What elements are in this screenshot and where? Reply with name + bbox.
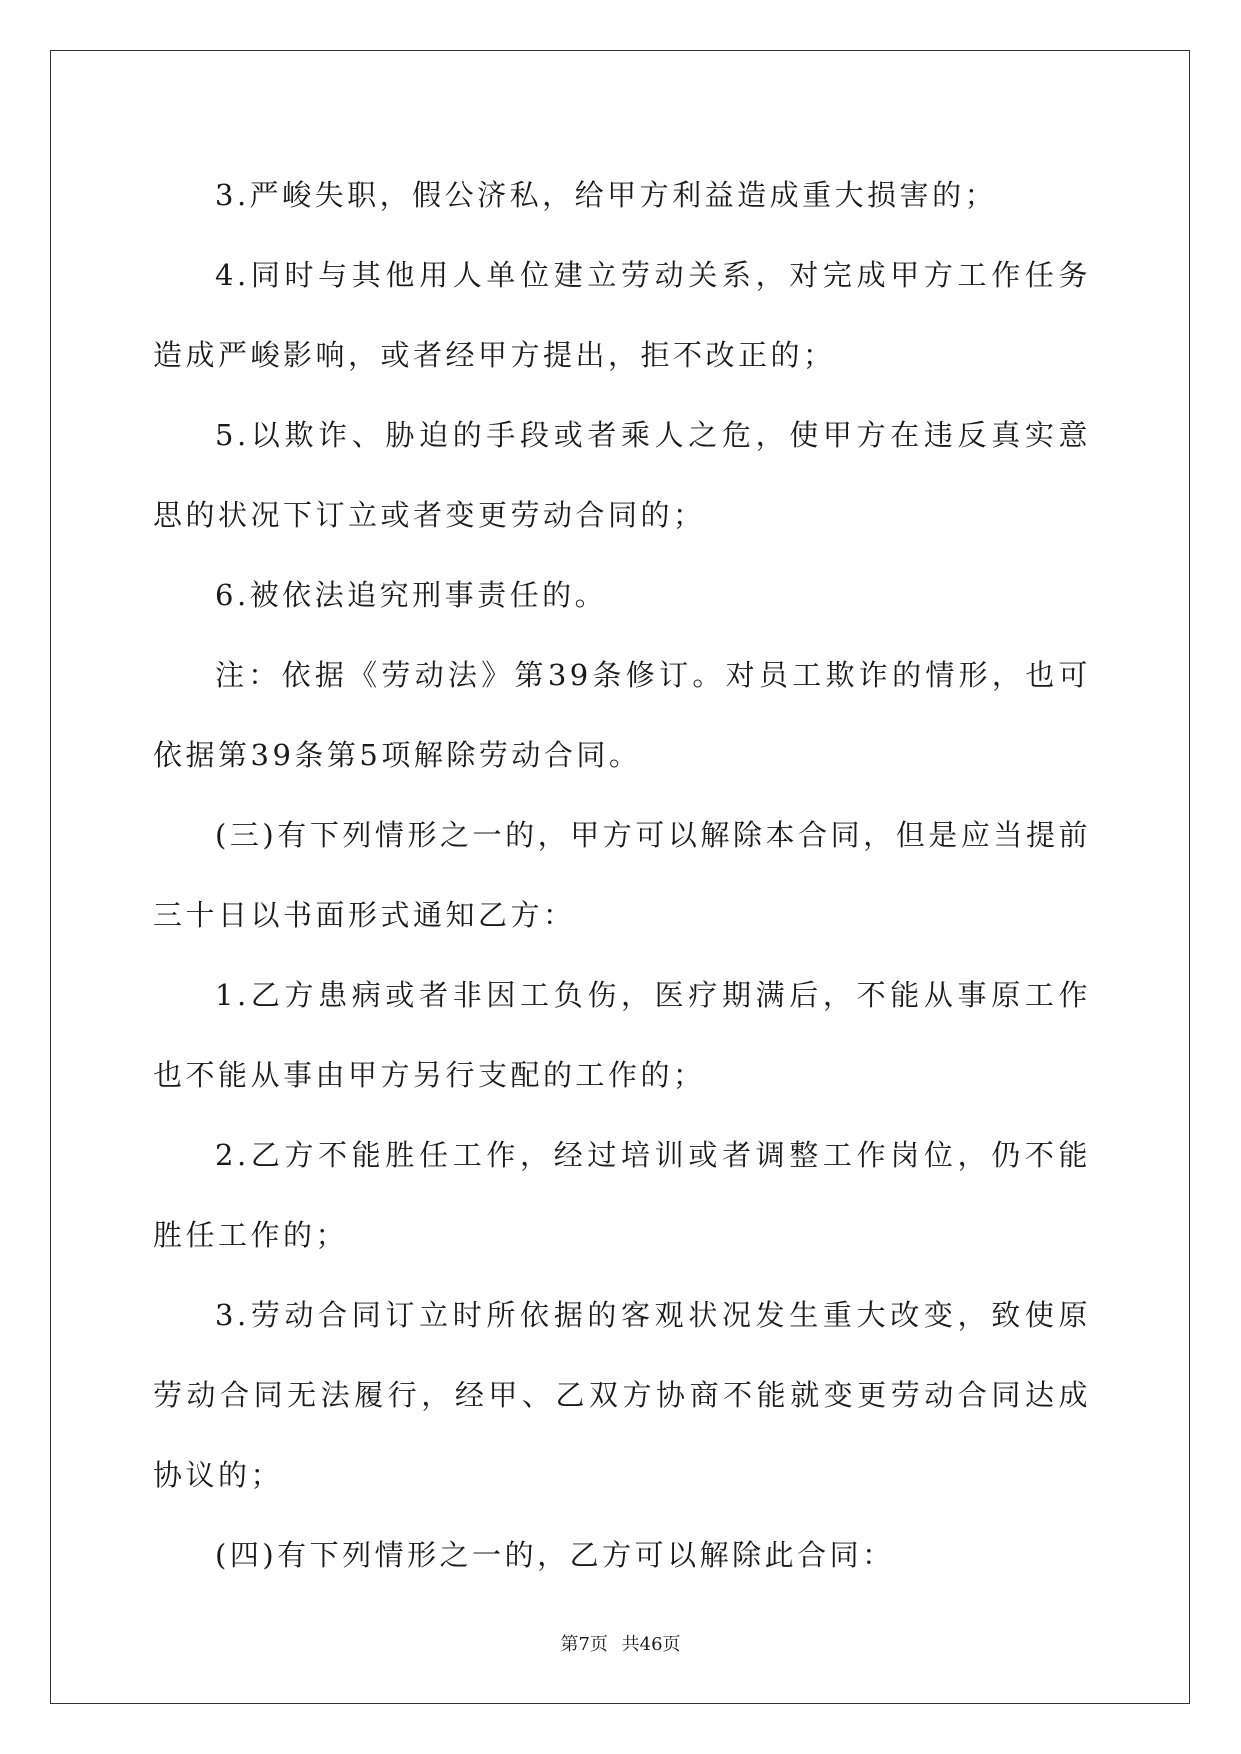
paragraph-clause-3: 3.严峻失职，假公济私，给甲方利益造成重大损害的； (215, 178, 998, 212)
page-footer (0, 1630, 1241, 1656)
paragraph-section-3-item-1: 1.乙方患病或者非因工负伤，医疗期满后，不能从事原工作也不能从事由甲方另行支配的工作的； (153, 978, 1091, 1092)
document-body (153, 155, 1091, 1595)
paragraph-section-3: (三)有下列情形之一的，甲方可以解除本合同，但是应当提前三十日以书面形式通知乙方： (153, 818, 1091, 932)
page-total: 共46页 (621, 1634, 681, 1655)
paragraph-clause-5: 5.以欺诈、胁迫的手段或者乘人之危，使甲方在违反真实意思的状况下订立或者变更劳动合同的； (153, 418, 1091, 532)
paragraph-clause-4: 4.同时与其他用人单位建立劳动关系，对完成甲方工作任务造成严峻影响，或者经甲方提出，拒不改正的； (153, 258, 1091, 372)
paragraph-section-3-item-3: 3.劳动合同订立时所依据的客观状况发生重大改变，致使原劳动合同无法履行，经甲、乙双方协商不能就变更劳动合同达成协议的； (153, 1298, 1091, 1492)
paragraph-section-3-item-2: 2.乙方不能胜任工作，经过培训或者调整工作岗位，仍不能胜任工作的； (153, 1138, 1091, 1252)
paragraph-clause-6: 6.被依法追究刑事责任的。 (215, 578, 608, 612)
page-number: 第7页 (560, 1634, 608, 1655)
paragraph-section-4: (四)有下列情形之一的，乙方可以解除此合同： (215, 1538, 895, 1572)
paragraph-note: 注：依据《劳动法》第39条修订。对员工欺诈的情形，也可依据第39条第5项解除劳动合同。 (153, 658, 1091, 772)
